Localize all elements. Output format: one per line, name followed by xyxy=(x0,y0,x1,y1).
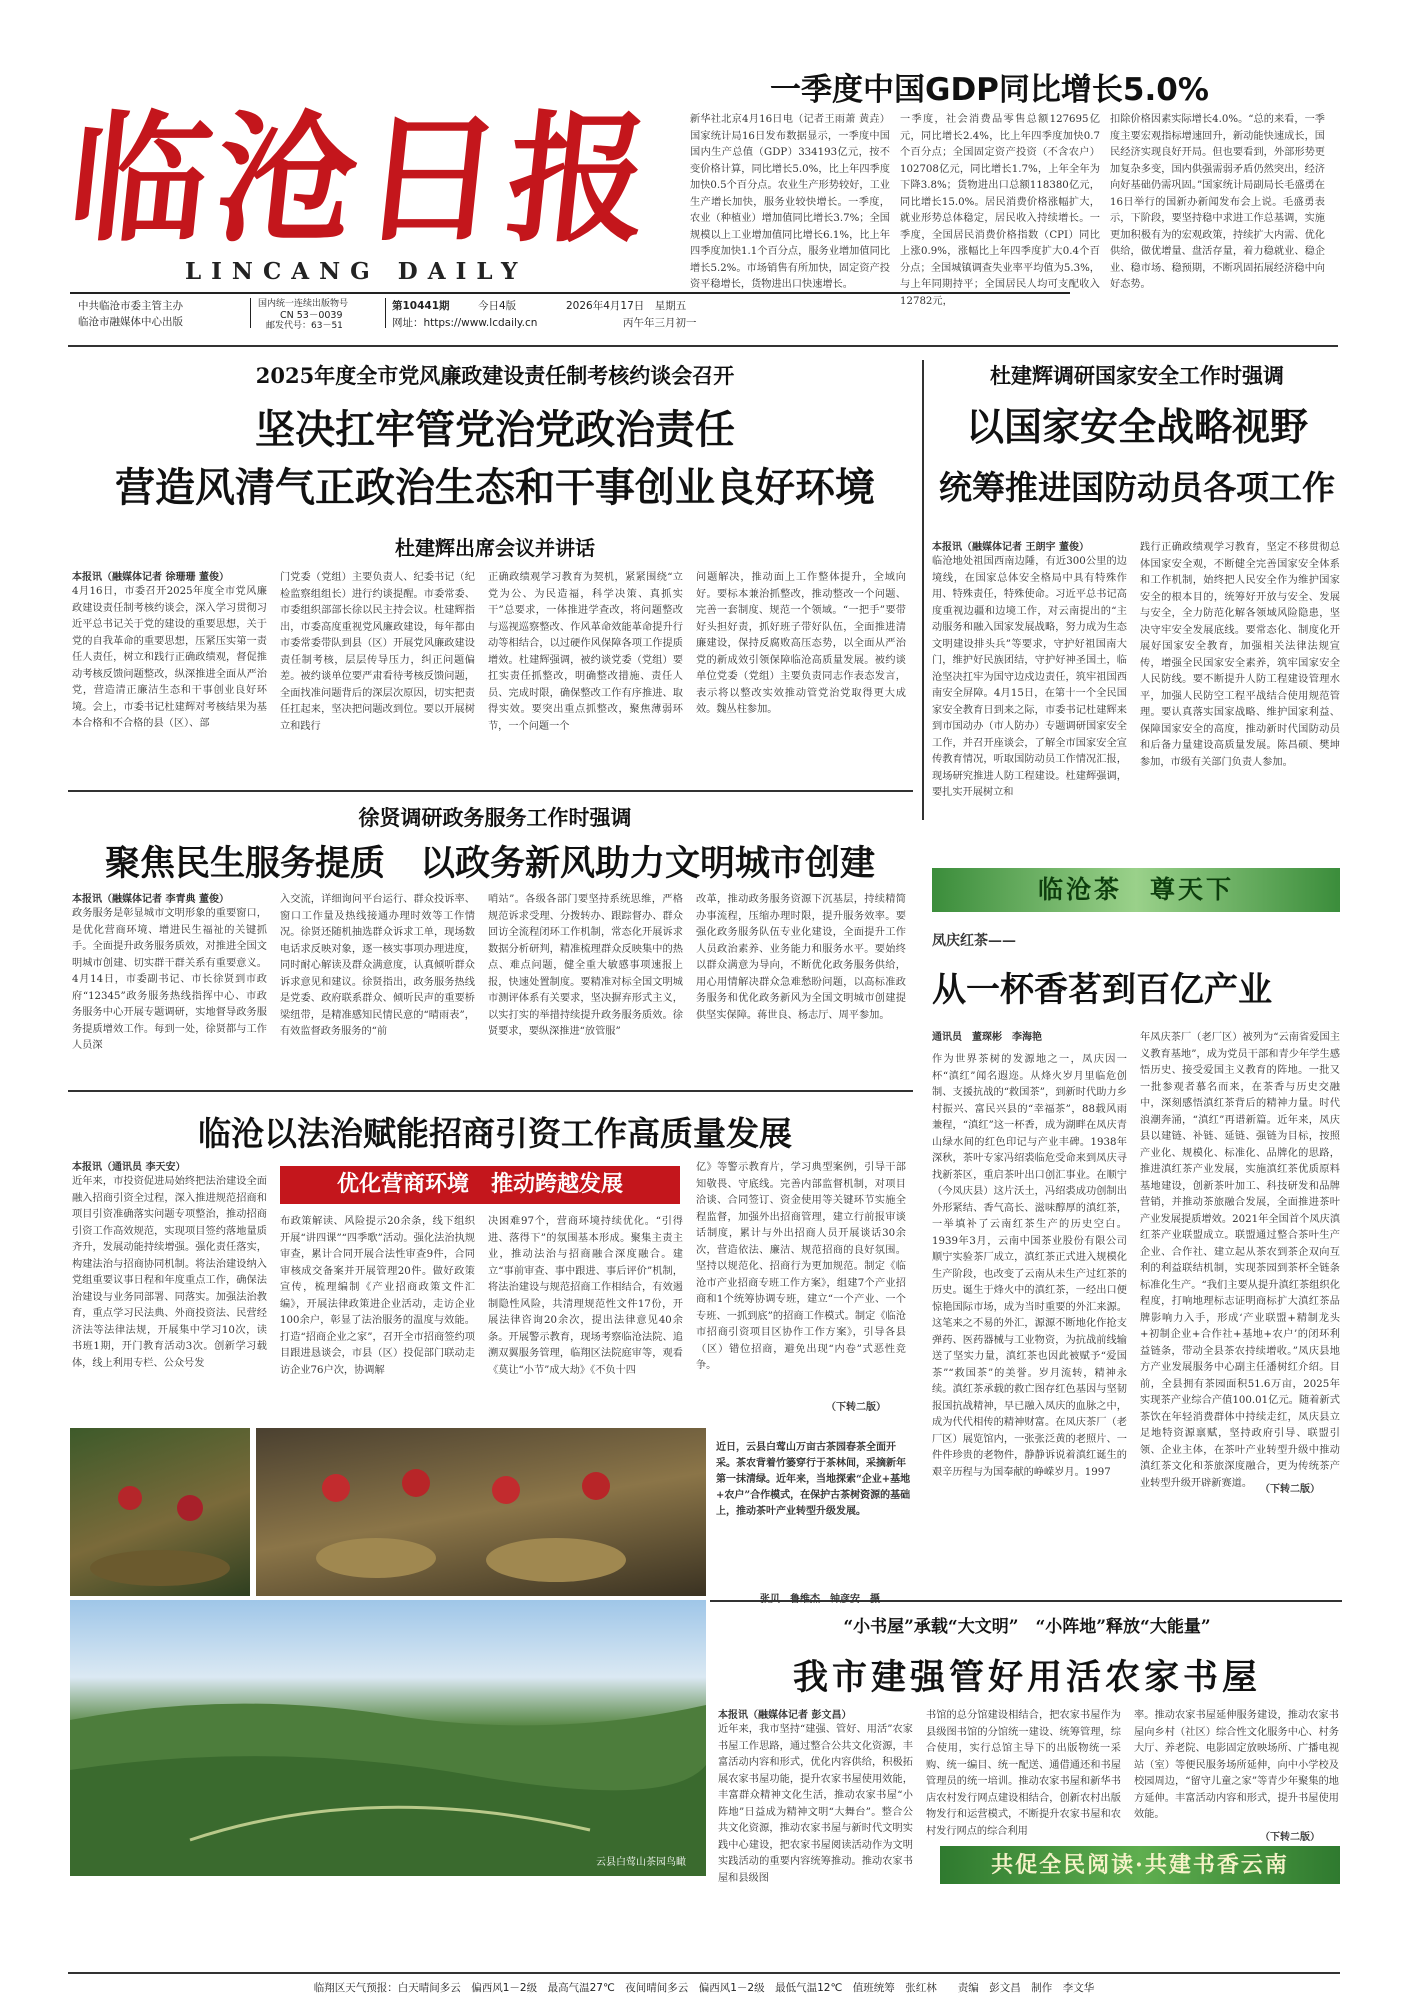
story1-column-4: 问题解决，推动面上工作整体提升，全域向好。要标本兼治抓整改，推动整改一个问题、完善一套制度、规范一个领域。“一把手”要带好头担好责，抓好班子带好队伍，全面推进清廉建设，保持反腐败高压态势，以全面从严治党的新成效引领保障临沧高质量发展。被约谈单位党委（党组）主要负责同志作表态发言，表示将以整改实效推动管党治党取得更大成效。魏丛柱参加。 xyxy=(696,572,906,716)
masthead-rule xyxy=(68,345,1338,347)
tea-continued: （下转二版） xyxy=(1260,1484,1320,1495)
post-code: 邮发代号：63－51 xyxy=(266,321,343,331)
footer-weather-credits: 临翔区天气预报：白天晴间多云 偏西风1－2级 最高气温27℃ 夜间晴间多云 偏西风1－2级 最低气温12℃ 值班统筹 张红林 责编 彭文昌 制作 李文华 xyxy=(313,1982,1095,1994)
issue-date: 2026年4月17日 星期五 xyxy=(566,300,687,312)
story5-column-3: 率。推动农家书屋延伸服务建设，推动农家书屋向乡村（社区）综合性文化服务中心、村务大厅、养老院、电影固定放映场所、广播电视站（室）等便民服务场所延伸，向中小学校及校园周边，“留守儿童之家”等青少年聚集的地方延伸。丰富活动内容和形式，提升书屋使用效能。 xyxy=(1134,1710,1339,1821)
tea-banner: 临沧茶 尊天下 xyxy=(932,868,1340,912)
photo-tea-pickers-2-art xyxy=(256,1428,706,1596)
story3-byline: 本报讯（融媒体记者 李青典 董俊） xyxy=(72,894,229,905)
masthead-english-title: LINCANG DAILY xyxy=(185,258,528,285)
story5-byline: 本报讯（融媒体记者 彭文昌） xyxy=(718,1710,852,1721)
story1-headline-1: 坚决扛牢管党治党政治责任 xyxy=(255,407,735,453)
lunar-date: 丙午年三月初一 xyxy=(623,317,697,329)
tea-column-2: 年凤庆茶厂（老厂区）被列为“云南省爱国主义教育基地”，成为党员干部和青少年学生感悟历史、接受爱国主义教育的阵地。一批又一批参观者慕名而来，在茶香与历史交融中，深刻感悟滇红茶背后的精神力量。时代浪潮奔涌，“滇红”再谱新篇。近年来，凤庆县以建链、补链、延链、强链为目标，按照产业化、规模化、标准化、品牌化的思路，推进滇红茶产业发展，实施滇红茶优质原料基地建设，创新茶叶加工、科技研发和品牌营销，并推动茶旅融合发展，全面推进茶叶产业发展提质增效。2021年全国首个凤庆滇红茶产业联盟成立。联盟通过整合茶叶生产企业、合作社、建立起从茶农到茶企双向互利的利益联结机制，实现茶园到茶杯全链条标准化生产。“我们主要从提升滇红茶组织化程度，打响地理标志证明商标扩大滇红茶品牌影响力入手，形成‘产业联盟+精制龙头+初制企业+合作社+基地+农户’的闭环利益链条，带动全县茶农持续增收。”凤庆县地方产业发展服务中心副主任潘树红介绍。目前，全县拥有茶园面积51.6万亩，2025年实现茶产业综合产值100.01亿元。随着新式茶饮在年轻消费群体中持续走红，凤庆县立足地特资源禀赋，坚持政府引导、联盟引领、企业主体，在茶叶产业转型升级中推动滇红茶文化和茶旅深度融合，更为传统茶产业转型升级开辟新赛道。 xyxy=(1140,1032,1340,1489)
gdp-column-1: 新华社北京4月16日电（记者王雨萧 黄垚）国家统计局16日发布数据显示，一季度中国国内生产总值（GDP）334193亿元，按不变价格计算，同比增长5.0%，比上年四季度加快0.5个百分点。农业生产形势较好，工业生产增长加快，服务业较快增长。一季度，农业（种植业）增加值同比增长3.7%；全国规模以上工业增加值同比增长6.1%，比上年四季度加快1.1个百分点，服务业增加值同比增长5.2%。市场销售有所加快，固定资产投资平稳增长，货物进出口快速增长。 xyxy=(690,114,890,291)
story2-column-1: 临沧地处祖国西南边陲，有近300公里的边境线，在国家总体安全格局中具有特殊作用、特殊责任，特殊使命。习近平总书记高度重视边疆和边境工作，对云南提出的“主动服务和融入国家发展战略，努力成为生态文明建设排头兵”等要求，守护好祖国南大门，维护好民族团结，守护好神圣国土，临沧坚决扛牢为国守边戍边责任，筑牢祖国西南安全屏障。4月15日，在第十一个全民国家安全教育日到来之际，市委书记杜建辉来到市国动办（市人防办）专题调研国家安全工作，并召开座谈会，了解全市国家安全宣传教育情况，听取国防动员工作情况汇报，现场研究推进人防工程建设。杜建辉强调，要扎实开展树立和 xyxy=(932,556,1127,799)
story3-column-1: 政务服务是彰显城市文明形象的重要窗口，是优化营商环境、增进民生福祉的关键抓手。全面提升政务服务质效，对推进全国文明城市创建、切实群干群关系有重要意义。4月14日，市委副书记、市长徐贤到市政府“12345”政务服务热线指挥中心、市政务服务中心开展专题调研，实地督导政务服务提质增效工作。每到一处，徐贤都与工作人员深 xyxy=(72,908,267,1052)
issue-number: 第10441期 xyxy=(392,300,450,312)
gdp-column-3: 扣除价格因素实际增长4.0%。“总的来看，一季度主要宏观指标增速回升，新动能快速成长，国民经济实现良好开局。但也要看到，外部形势更加复杂多变，国内供强需弱矛盾仍然突出，经济向好基础仍需巩固。”国家统计局副局长毛盛勇在16日举行的国新办新闻发布会上说。毛盛勇表示，下阶段，要坚持稳中求进工作总基调，实施更加积极有为的宏观政策，持续扩大内需、优化供给，做优增量、盘活存量，着力稳就业、稳企业、稳市场、稳预期，不断巩固拓展经济稳中向好态势。 xyxy=(1110,114,1325,291)
story2-headline-1: 以国家安全战略视野 xyxy=(965,405,1308,449)
sponsor-line-1: 中共临沧市委主管主办 xyxy=(78,300,183,312)
story5-column-1: 近年来，我市坚持“建强、管好、用活”农家书屋工作思路，通过整合公共文化资源，丰富活动内容和形式，优化内容供给，积极拓展农家书屋功能，提升农家书屋使用效能，丰富群众精神文化生活，推动农家书屋“小阵地”日益成为精神文明“大舞台”。整合公共文化资源，推动农家书屋与新时代文明实践中心建设，把农家书屋阅读活动作为文明实践活动的重要内容统筹推动。推动农家书屋和县级图 xyxy=(718,1724,913,1884)
page-count: 今日4版 xyxy=(478,300,517,312)
story4-column-4: 亿》等警示教育片，学习典型案例，引导干部知敬畏、守底线。完善内部监督机制，对项目洽谈、合同签订、资金使用等关键环节实施全程监督，加强外出招商管理，建立行前报审谈话制度，累计与外出招商人员开展谈话30余次，营造依法、廉洁、规范招商的良好氛围。坚持以规范化、招商行为更加规范。制定《临沧市产业招商专班工作方案》，组建7个产业招商和1个统筹协调专班，建立“一个产业、一个专班、一抓到底”的招商工作模式。制定《临沧市招商引资项目区协作工作方案》，引导各县（区）错位招商，避免出现“内卷”式恶性竞争。 xyxy=(696,1162,906,1372)
photo-caption: 近日，云县白莺山万亩古茶园春茶全面开采。茶农背着竹篓穿行于茶林间，采摘新年第一抹清绿。近年来，当地探索“企业+基地+农户”合作模式，在保护古茶树资源的基础上，推动茶叶产业转型升级发展。 xyxy=(716,1442,911,1517)
story4-column-2: 布政策解读、风险提示20余条，线下组织开展“讲四课”“四季歌”活动。强化法治执规审查，累计合同开展合法性审查9件，合同审核成交备案并开展管理20件。做好政策宣传，梳理编制《产业招商政策文件汇编》，开展法律政策进企业活动，走访企业100余户，彰显了法治服务的温度与效能。打造“招商企业之家”，召开全市招商签约项目跟进恳谈会，市县（区）投促部门联动走访企业76户次，协调解 xyxy=(280,1216,475,1376)
story5-column-2: 书馆的总分馆建设相结合，把农家书屋作为县级图书馆的分馆统一建设、统筹管理，综合使用，实行总馆主导下的出版物统一采购、统一编目、统一配送、通借通还和书屋管理员的统一培训。推动农家书屋和新华书店农村发行网点建设相结合，创新农村出版物发行和运营模式，不断提升农家书屋和农村发行网点的综合利用 xyxy=(926,1710,1121,1837)
story3-column-4: 改革，推动政务服务资源下沉基层，持续精简办事流程，压缩办理时限，提升服务效率。要强化政务服务队伍专业化建设，全面提升工作人员政治素养、业务能力和服务水平。要始终以群众满意为导向，不断优化政务服务供给，用心用情解决群众急难愁盼问题，以高标准政务服务和优化政务新风为全国文明城市创建提供坚实保障。蒋世良、杨志厅、周平参加。 xyxy=(696,894,906,1021)
story5-kicker: “小书屋”承载“大文明” “小阵地”释放“大能量” xyxy=(843,1617,1211,1637)
story1-column-2: 门党委（党组）主要负责人、纪委书记（纪检监察组组长）进行约谈提醒。市委常委、市委组织部部长徐以民主持会议。杜建辉指出，市委高度重视党风廉政建设，每年都由市委常委带队到县（区）开展党风廉政建设责任制考核，层层传导压力，纠正问题偏差。被约谈单位要严肃看待考核反馈问题，全面找准问题背后的深层次原因，切实把责任扛起来，坚决把问题改到位。要以开展树立和践行 xyxy=(280,572,475,732)
reading-banner: 共促全民阅读·共建书香云南 xyxy=(940,1846,1340,1884)
cn-label: 国内统一连续出版物号 xyxy=(258,299,349,309)
story3-kicker: 徐贤调研政务服务工作时强调 xyxy=(358,805,632,830)
photo-tea-pickers-1 xyxy=(70,1428,250,1596)
photo-tea-garden-aerial-art xyxy=(70,1600,706,1876)
story4-column-1: 近年来，市投资促进局始终把法治建设全面融入招商引资全过程，深入推进规范招商和项目引资准确落实问题专项整治，推动招商引资工作高效规范，实现项目签约落地量质齐升，发展动能持续增强。强化责任落实，构建法治与招商协同机制。将法治建设纳入党组重要议事日程和年度重点工作，确保法治建设与业务同部署、同落实。加强法治教育，重点学习民法典、外商投资法、民营经济法等法律法规，开展集中学习10次，读书班1期，开门教育活动3次。创新学习载体，线上利用专栏、公众号发 xyxy=(72,1176,267,1369)
tea-headline: 从一杯香茗到百亿产业 xyxy=(932,970,1272,1010)
story1-column-3: 正确政绩观学习教育为契机，紧紧围绕“立党为公、为民造福，科学决策、真抓实干”总要求，一体推进学查改，将问题整改与巡视巡察整改、作风革命效能革命提升行动等相结合，以过硬作风保障各项工作提质增效。杜建辉强调，被约谈党委（党组）要扛实责任抓整改，明确整改措施、责任人员、完成时限，确保整改工作有序推进、取得实效。要突出重点抓整改，聚焦薄弱环节，一个问题一个 xyxy=(488,572,683,732)
sponsor-line-2: 临沧市融媒体中心出版 xyxy=(78,316,183,328)
story3-column-3: 哨站”。各级各部门要坚持系统思维，严格规范诉求受理、分拨转办、跟踪督办、群众回访全流程闭环工作机制，常态化开展诉求数据分析研判，精准梳理群众反映集中的热点、难点问题，健全重大敏感事项速报上报，快速处置制度。要精准对标全国文明城市测评体系有关要求，坚决摒弃形式主义，以实打实的举措持续提升政务服务质效。徐贤要求，要纵深推进“放管服” xyxy=(488,894,683,1038)
website[interactable]: 网址：https://www.lcdaily.cn xyxy=(392,317,538,329)
story1-column-1: 4月16日，市委召开2025年度全市党风廉政建设责任制考核约谈会，深入学习贯彻习近平总书记关于党的建设的重要思想，关于党的自我革命的重要思想，压紧压实第一责任人责任，树立和践行正确政绩观，督促推动考核反馈问题整改，纵深推进全面从严治党，营造清正廉洁生态和干事创业良好环境。会上，市委书记杜建辉对考核结果为基本合格和不合格的县（区）、部 xyxy=(72,586,267,730)
photo-tea-pickers-2 xyxy=(256,1428,706,1596)
story4-headline: 临沧以法治赋能招商引资工作高质量发展 xyxy=(198,1114,792,1153)
story4-banner: 优化营商环境 推动跨越发展 xyxy=(280,1166,680,1204)
tea-byline: 通讯员 董琛彬 李海艳 xyxy=(932,1032,1042,1043)
aerial-photo-label: 云县白莺山茶园鸟瞰 xyxy=(596,1857,686,1868)
cn-number: CN 53－0039 xyxy=(280,310,343,321)
story2-kicker: 杜建辉调研国家安全工作时强调 xyxy=(990,363,1284,388)
story2-column-2: 践行正确政绩观学习教育，坚定不移贯彻总体国家安全观，不断健全完善国家安全体系和工作机制，始终把人民安全作为维护国家安全的根本目的，统筹好开放与安全、发展与安全，全力防范化解各领域风险隐患，坚决守牢安全发展底线。要常态化、制度化开展好国家安全教育，加强相关法律法规宣传，增强全民国家安全素养，筑牢国家安全人民防线。要不断提升人防工程建设管理水平，加强人民防空工程平战结合使用规范管理。要认真落实国家战略、维护国家利益、保障国家安全的高度，推动新时代国防动员和后备力量建设高质量发展。陈昌硕、樊坤参加，市级有关部门负责人参加。 xyxy=(1140,542,1340,768)
gdp-column-2: 一季度，社会消费品零售总额127695亿元，同比增长2.4%，比上年四季度加快0.7个百分点；全国固定资产投资（不含农户）102708亿元，同比增长1.7%，上年全年为下降3.8%；货物进出口总额118380亿元，同比增长15.0%。居民消费价格涨幅扩大，就业形势总体稳定，居民收入持续增长。一季度，全国居民消费价格指数（CPI）同比上涨0.9%，涨幅比上年四季度扩大0.4个百分点；全国城镇调查失业率平均值为5.3%，与上年同期持平；全国居民人均可支配收入12782元， xyxy=(900,114,1100,307)
story1-headline-2: 营造风清气正政治生态和干事创业良好环境 xyxy=(115,465,875,511)
photo-tea-pickers-1-art xyxy=(70,1428,250,1596)
story3-column-2: 入交流，详细询问平台运行、群众投诉率、窗口工作量及热线接通办理时效等工作情况。徐贤还随机抽选群众诉求工单，现场数电话求反映对象，逐一核实事项办理进度，同时耐心解读及群众满意度，认真倾听群众诉求意见和建议。徐贤指出，政务服务热线是党委、政府联系群众、倾听民声的重要桥梁纽带，是精准感知民情民意的“晴雨表”，有效监督政务服务的“前 xyxy=(280,894,475,1038)
story2-byline: 本报讯（融媒体记者 王朗宇 董俊） xyxy=(932,542,1089,553)
tea-column-1: 作为世界茶树的发源地之一，凤庆因一杯“滇红”闻名遐迩。从烽火岁月里临危创制、支援抗战的“救国茶”，到新时代助力乡村振兴、富民兴县的“幸福茶”，88载风雨兼程，“滇红”这一杯香，成为湖畔在凤庆青山绿水间的红色印记与产业丰碑。1938年深秋，茶叶专家冯绍裘临危受命来到凤庆寻找新茶区，重启茶叶出口创汇事业。在顺宁（今凤庆县）这片沃土，冯绍裘成功创制出外形紧结、香气高长、滋味醇厚的滇红茶，一举填补了云南红茶生产的历史空白。1939年3月，云南中国茶业股份有限公司顺宁实验茶厂成立，滇红茶正式进入规模化生产阶段，也改变了云南从未生产过红茶的历史。诞生于烽火中的滇红茶，一经出口便惊艳国际市场，成为当时重要的外汇来源。这笔来之不易的外汇，源源不断地化作抢支弹药、医药器械与工业物资，为抗战前线输送了坚实力量，滇红茶也因此被赋予“爱国茶”“救国茶”的美誉。岁月流转，精神永续。滇红茶承载的救亡图存红色基因与坚韧报国抗战精神，早已融入凤庆的血脉之中，成为代代相传的精神财富。在凤庆茶厂（老厂区）展览馆内，一张张泛黄的老照片、一件件珍贵的老物件，静静诉说着滇红诞生的艰辛历程与为国奉献的峥嵘岁月。1997 xyxy=(932,1054,1127,1478)
story1-byline: 本报讯（融媒体记者 徐珊珊 董俊） xyxy=(72,572,229,583)
story1-kicker: 2025年度全市党风廉政建设责任制考核约谈会召开 xyxy=(255,363,735,388)
story2-headline-2: 统筹推进国防动员各项工作 xyxy=(939,468,1335,507)
story4-column-3: 决困难97个，营商环境持续优化。“引得进、落得下”的氛围基本形成。聚集主责主业，推动法治与招商融合深度融合。建立“事前审查、事中跟进、事后评价”机制，将法治建设与规范招商工作相结合，有效遏制隐性风险，共清理规范性文件17份，开展法律咨询20余次，提出法律意见40余条。开展警示教育，现场考察临沧法院、追溯双翼服务管理，临翔区法院庭审等，观看《莫让“小节”成大劫》《不负十四 xyxy=(488,1216,683,1376)
tea-kicker: 凤庆红茶—— xyxy=(932,933,1016,949)
story4-byline: 本报讯（通讯员 李天安） xyxy=(72,1162,186,1173)
story5-continued: （下转二版） xyxy=(1260,1832,1320,1843)
story1-subhead: 杜建辉出席会议并讲话 xyxy=(395,536,595,560)
masthead-title: 临沧日报 xyxy=(61,98,663,262)
photo-tea-garden-aerial xyxy=(70,1600,706,1876)
story4-continued: （下转二版） xyxy=(826,1402,886,1413)
gdp-headline: 一季度中国GDP同比增长5.0% xyxy=(770,72,1209,108)
story3-headline: 聚焦民生服务提质 以政务新风助力文明城市创建 xyxy=(104,844,875,884)
story5-headline: 我市建强管好用活农家书屋 xyxy=(792,1658,1261,1698)
